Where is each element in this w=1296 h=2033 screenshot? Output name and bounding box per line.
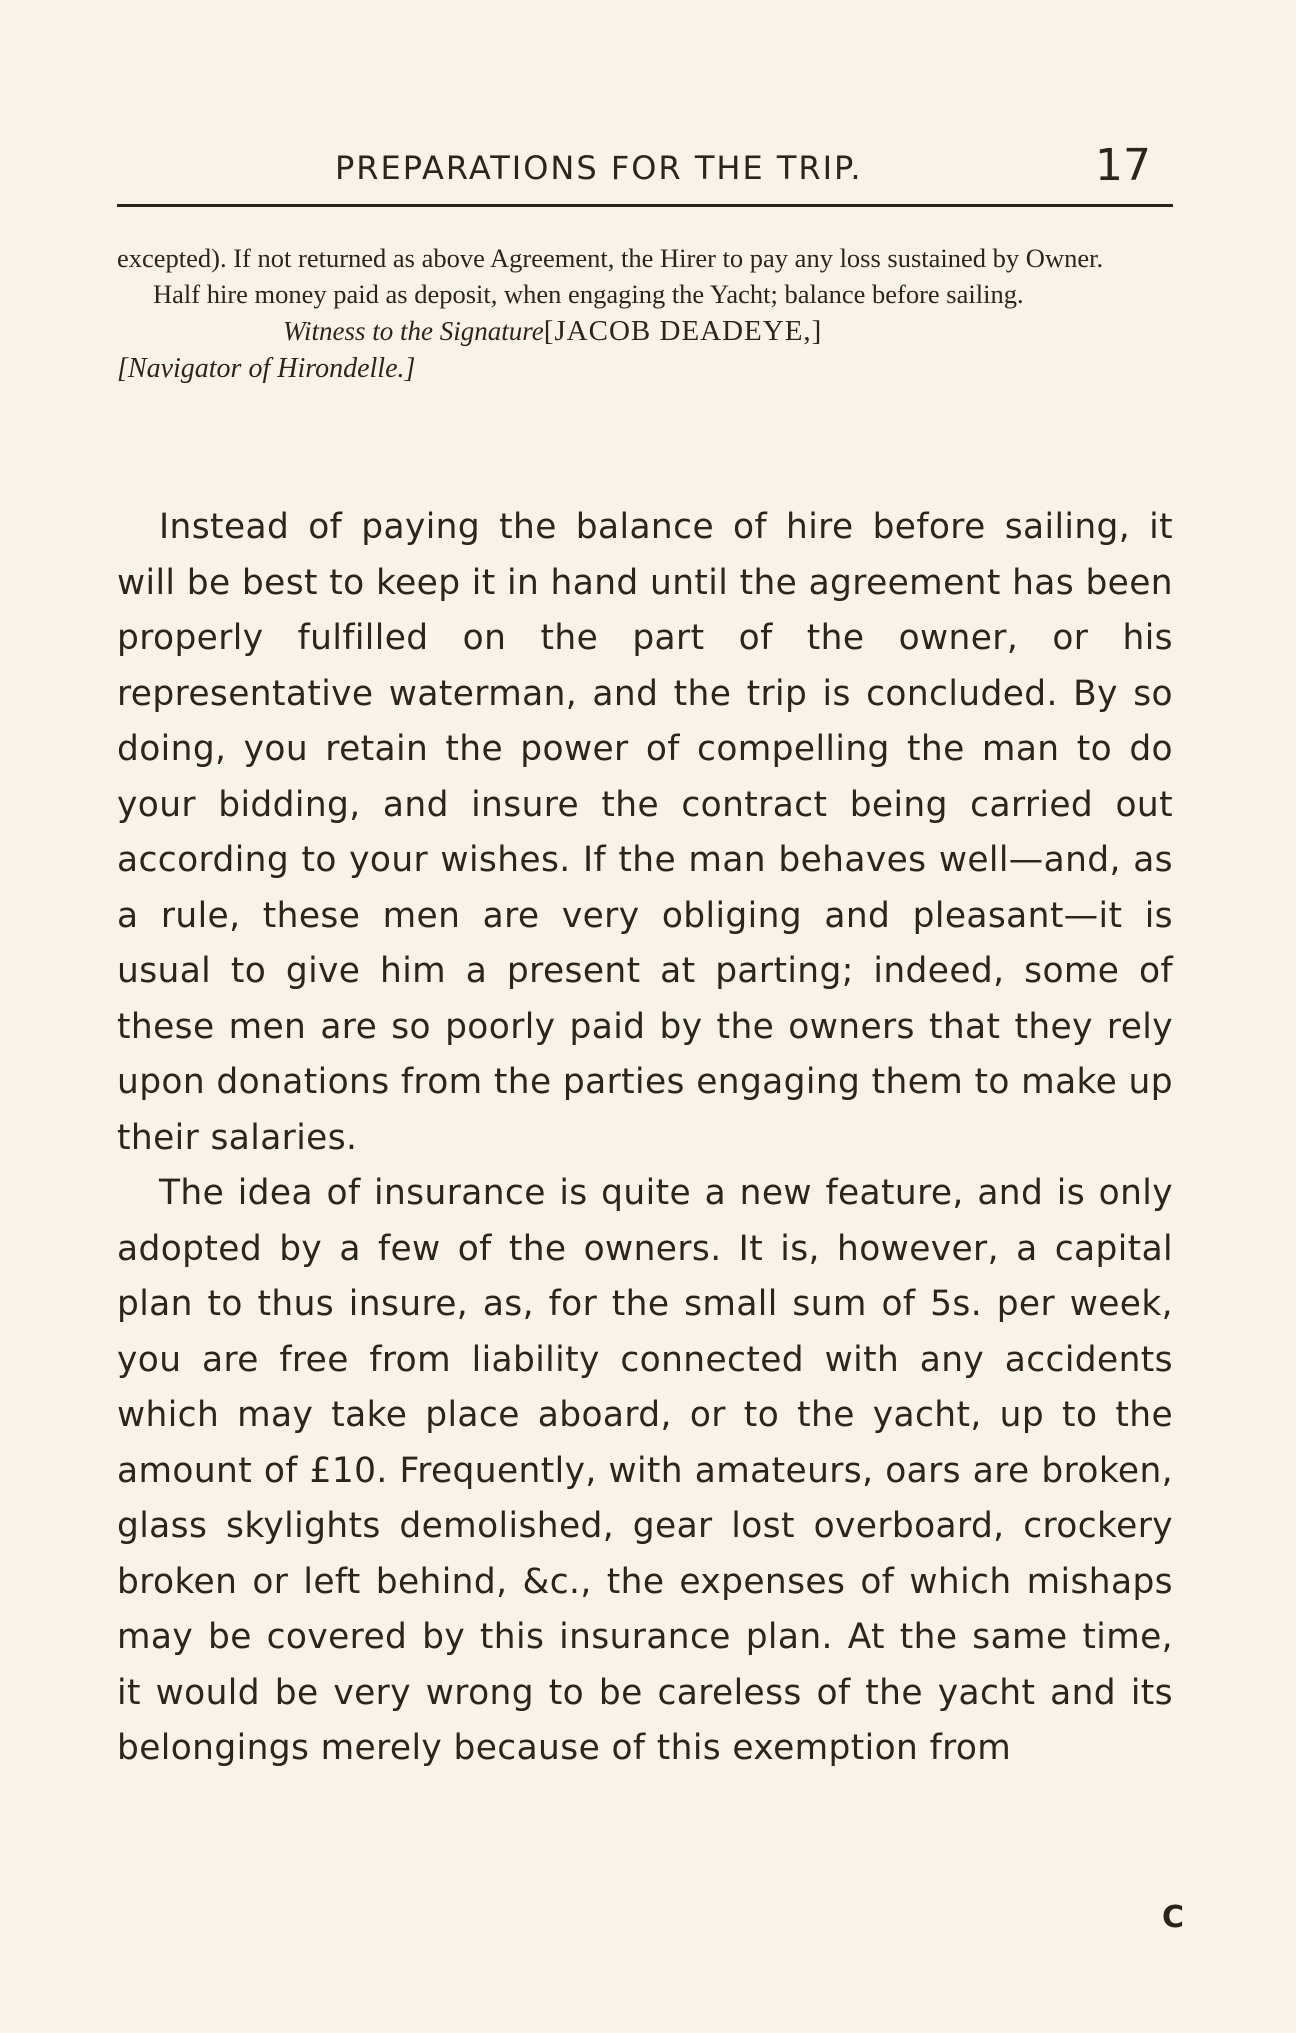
body-text: [117, 500, 1173, 1777]
body-paragraph: The idea of insurance is quite a new feature, and is only adopted by a few of the owners. It is, however, a capital plan to thus insure, as, for the small sum of 5s. per week, you are free from liability connected with any accidents which may take place aboard, or to the yacht, up to the amount of £10. Frequently, with amateurs, oars are broken, glass skylights demolished, gear lost overboard, crockery broken or left behind, &c., the expenses of which mishaps may be covered by this insurance plan. At the same time, it would be very wrong to be careless of the yacht and its belongings merely because of this exemption from: [117, 1173, 1173, 1768]
header-rule: [117, 204, 1173, 207]
witness-name: [JACOB DEADEYE,]: [543, 315, 823, 347]
running-head: [117, 140, 1169, 206]
agreement-paragraph: Half hire money paid as deposit, when engaging the Yacht; balance before sailing.: [153, 279, 1024, 309]
witness-label: Witness to the Signature: [283, 316, 544, 346]
page-title: PREPARATIONS FOR THE TRIP.: [335, 149, 863, 187]
navigator-label: [Navigator of Hirondelle.]: [117, 353, 416, 384]
navigator-line: [117, 350, 1173, 388]
witness-line: [117, 312, 1173, 350]
page-number: 17: [1095, 140, 1151, 191]
signature-mark: C: [1161, 1900, 1184, 1935]
agreement-excerpt: [117, 240, 1173, 388]
body-paragraph: Instead of paying the balance of hire before sailing, it will be best to keep it in hand until the agreement has been properly fulfilled on the part of the owner, or his representative waterman, and the trip is concluded. By so doing, you retain the power of compelling the man to do your bidding, and insure the contract being carried out according to your wishes. If the man behaves well—and, as a rule, these men are very obliging and pleasant—it is usual to give him a present at parting; indeed, some of these men are so poorly paid by the owners that they rely upon donations from the parties engaging them to make up their salaries.: [117, 507, 1173, 1158]
agreement-paragraph: excepted). If not returned as above Agreement, the Hirer to pay any loss sustained by Owner.: [117, 243, 1104, 273]
